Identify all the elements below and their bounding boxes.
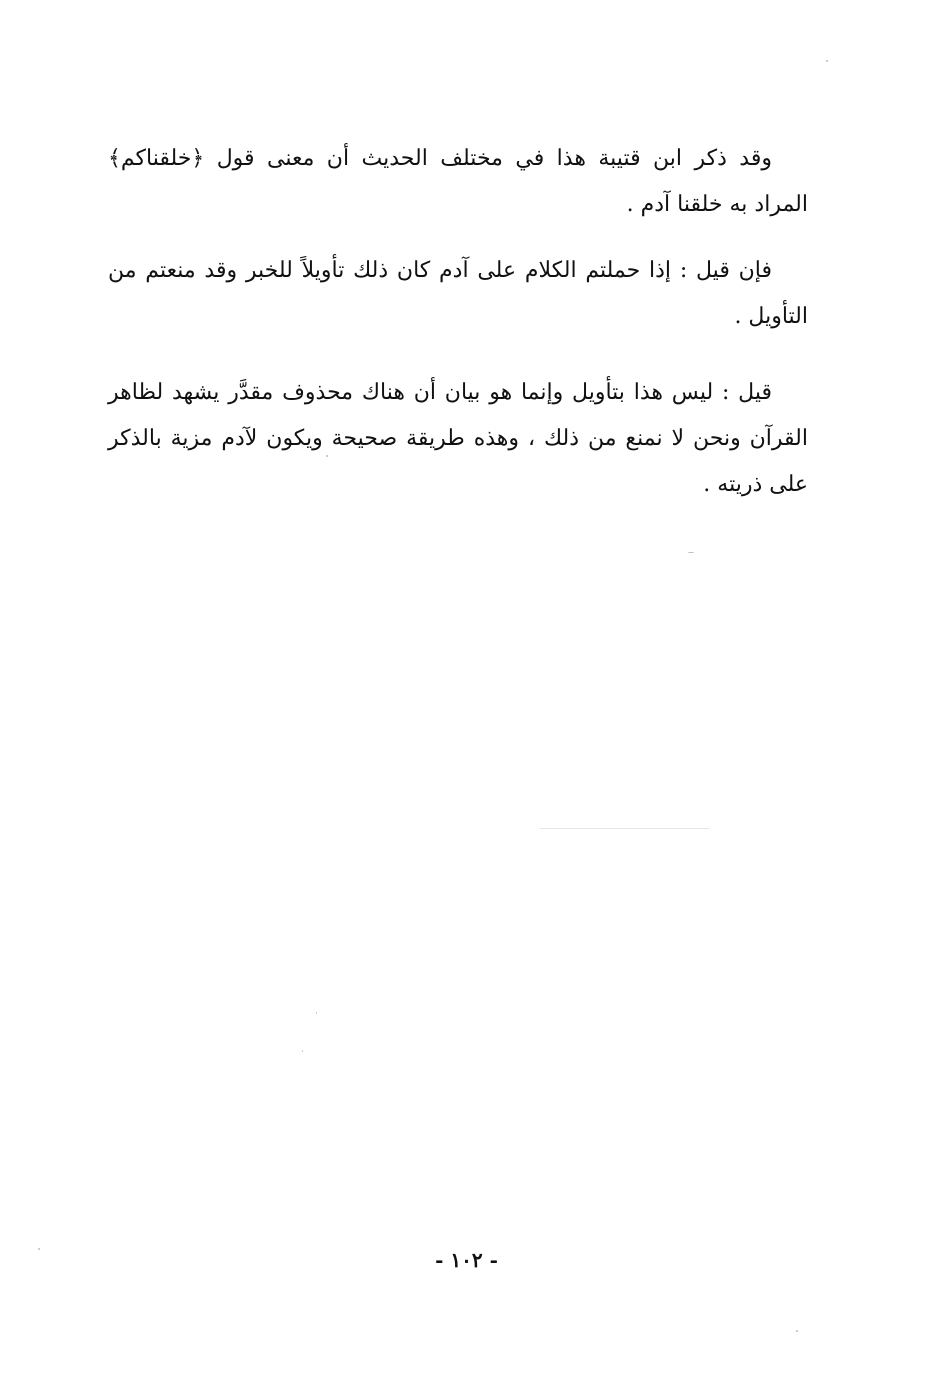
scan-speck: [326, 455, 328, 457]
body-text: [108, 136, 808, 528]
scan-speck: [688, 552, 694, 553]
scan-speck: [796, 1330, 798, 1332]
page-number: - ١٠٢ -: [435, 1248, 498, 1272]
paragraph-ibn-qutayba: وقد ذكر ابن قتيبة هذا في مختلف الحديث أن معنى قول ﴿خلقناكم﴾ المراد به خلقنا آدم .: [108, 146, 808, 217]
scan-speck: [302, 1050, 303, 1052]
scan-speck: [540, 828, 710, 829]
scan-speck: [38, 1248, 40, 1250]
scan-speck: [316, 1012, 317, 1014]
scan-speck: [826, 60, 828, 62]
paragraph-objection: فإن قيل : إذا حملتم الكلام على آدم كان ذلك تأويلاً للخبر وقد منعتم من التأويل .: [108, 258, 808, 329]
paragraph-answer: قيل : ليس هذا بتأويل وإنما هو بيان أن هناك محذوف مقدَّر يشهد لظاهر القرآن ونحن لا نمنع من ذلك ، وهذه طريقة صحيحة ويكون لآدم مزية بالذكر على ذريته .: [108, 380, 808, 497]
